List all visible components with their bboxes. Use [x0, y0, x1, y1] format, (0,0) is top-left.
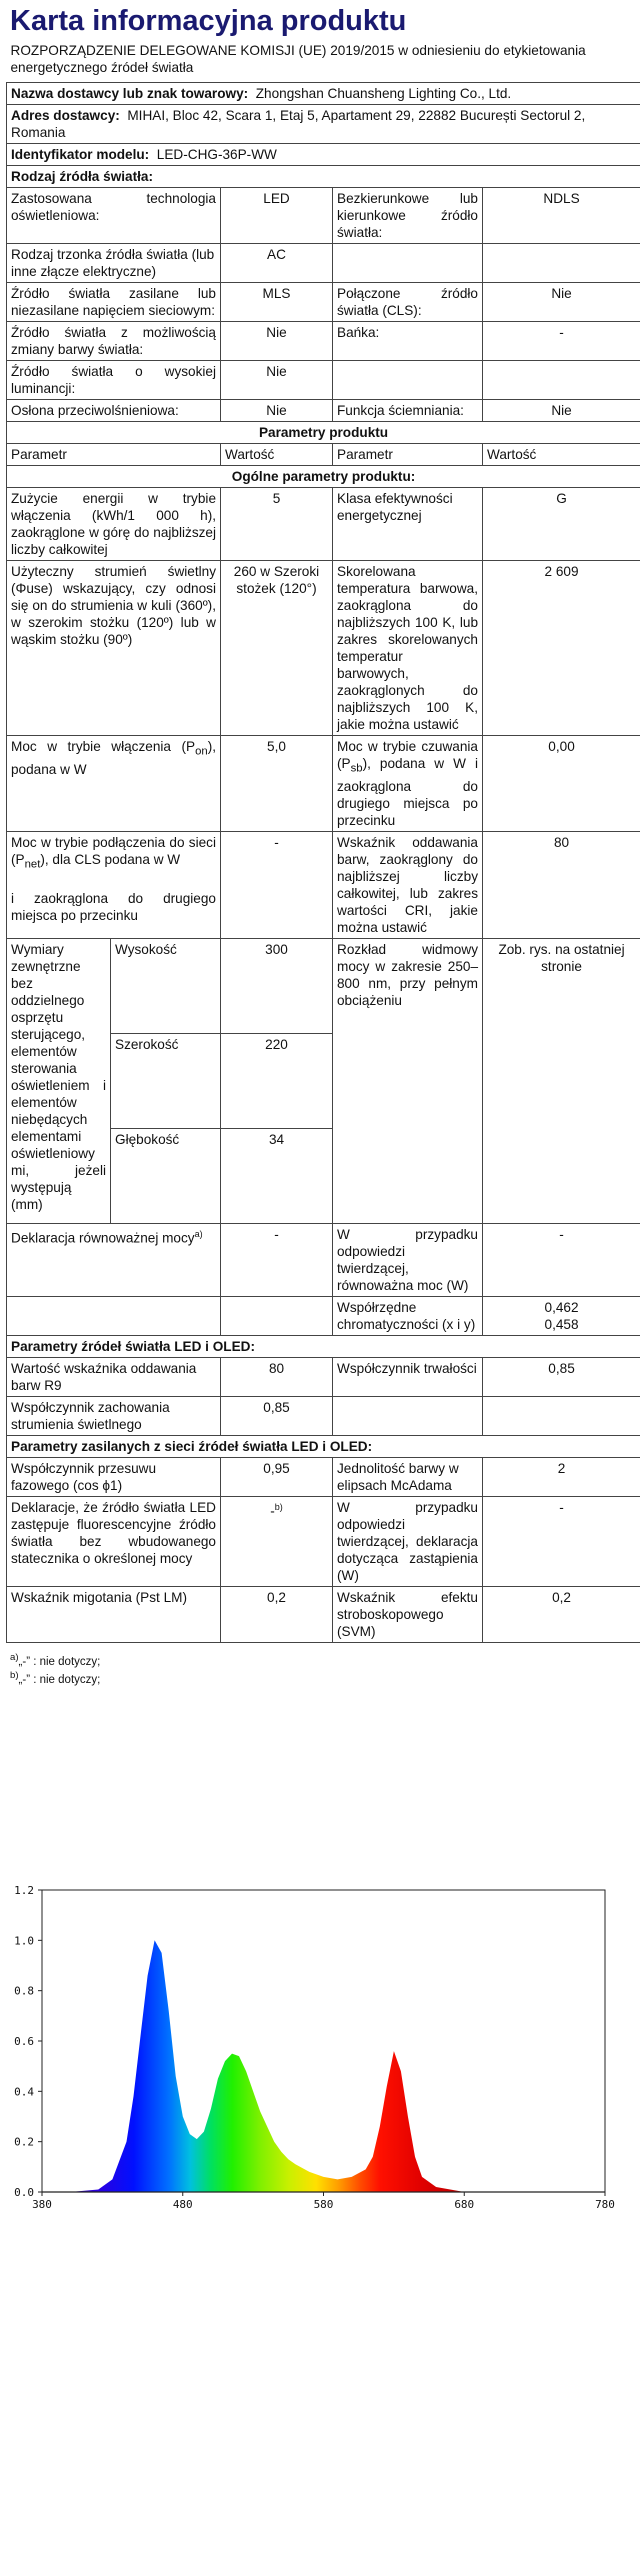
footnote-mark: a) — [194, 1228, 203, 1239]
dim-depth-value: 34 — [221, 1128, 333, 1223]
param-value — [221, 1496, 333, 1586]
dim-depth-label: Głębokość — [111, 1128, 221, 1223]
footnote-text: „-” : nie dotyczy; — [18, 1673, 101, 1686]
param-label: Współczynnik zachowania strumienia świetlnego — [7, 1396, 221, 1435]
param-value: AC — [221, 244, 333, 283]
param-value: - — [483, 322, 640, 361]
param-label: Użyteczny strumień świetlny (Φuse) wskazujący, czy odnosi się on do strumienia w kuli (360º), w szerokim stożku (120º) lub w wąskim stożku (90º) — [7, 561, 221, 736]
table-row — [7, 1296, 640, 1335]
param-value: Nie — [221, 400, 333, 422]
y-tick-label: 1.0 — [14, 1934, 34, 1948]
table-row — [7, 561, 640, 736]
table-row — [7, 736, 640, 832]
param-value: 80 — [221, 1357, 333, 1396]
param-label: Źródło światła z możliwością zmiany barwy światła: — [7, 322, 221, 361]
param-label — [7, 831, 221, 938]
param-value: 0,85 — [221, 1396, 333, 1435]
x-tick-label: 680 — [454, 2198, 475, 2211]
param-label: Współczynnik trwałości — [333, 1357, 483, 1396]
pon-label-a: Moc w trybie włączenia (P — [11, 739, 196, 754]
param-value: Nie — [221, 322, 333, 361]
param-label — [333, 1396, 483, 1435]
table-row — [7, 283, 640, 322]
product-params-heading: Parametry produktu — [7, 422, 640, 444]
param-label — [333, 736, 483, 832]
dim-width-label: Szerokość — [111, 1033, 221, 1128]
param-value: 80 — [483, 831, 640, 938]
param-value — [483, 1296, 640, 1335]
param-value: 2 — [483, 1457, 640, 1496]
supplier-address-value: MIHAI, Bloc 42, Scara 1, Etaj 5, Apartament 29, 22882 București Sectorul 2, Romania — [11, 108, 586, 140]
column-header: Wartość — [483, 444, 640, 466]
param-label: Jednolitość barwy w elipsach McAdama — [333, 1457, 483, 1496]
param-label: Funkcja ściemniania: — [333, 400, 483, 422]
y-tick-label: 1.2 — [14, 1884, 34, 1897]
param-label: Zużycie energii w trybie włączenia (kWh/1 000 h), zaokrąglone w górę do najbliższej liczby całkowitej — [7, 488, 221, 561]
param-value: 0,2 — [483, 1586, 640, 1642]
footnote-mark: a) — [10, 1651, 19, 1663]
param-value: 2 609 — [483, 561, 640, 736]
param-label: Współrzędne chromatyczności (x i y) — [333, 1296, 483, 1335]
psb-label-b: ), podana w W i zaokrąglona do drugiego miejsca po przecinku — [337, 756, 478, 828]
column-header: Parametr — [333, 444, 483, 466]
supplier-name-label: Nazwa dostawcy lub znak towarowy: — [11, 86, 249, 101]
table-row — [7, 1496, 640, 1586]
pon-label-b: ), podana w W — [11, 739, 216, 777]
param-label: Wskaźnik efektu stroboskopowego (SVM) — [333, 1586, 483, 1642]
spectrum-chart-svg — [0, 1876, 640, 2276]
param-value: LED — [221, 188, 333, 244]
psb-label-sub: sb — [350, 762, 363, 775]
param-value: - — [221, 831, 333, 938]
param-value: NDLS — [483, 188, 640, 244]
pon-label-sub: on — [195, 745, 208, 758]
footnote-text: „-” : nie dotyczy; — [18, 1655, 101, 1668]
param-value: 0,85 — [483, 1357, 640, 1396]
param-value: MLS — [221, 283, 333, 322]
model-row — [7, 144, 640, 166]
param-label: Osłona przeciwolśnieniowa: — [7, 400, 221, 422]
footnote-a — [6, 1651, 640, 1669]
param-label: Zastosowana technologia oświetleniowa: — [7, 188, 221, 244]
led-params-heading: Parametry źródeł światła LED i OLED: — [7, 1335, 640, 1357]
general-params-heading: Ogólne parametry produktu: — [7, 466, 640, 488]
param-value: Zob. rys. na ostatniej stronie — [483, 938, 640, 1223]
param-label: Bańka: — [333, 322, 483, 361]
param-value — [483, 244, 640, 283]
param-value: - — [221, 1223, 333, 1296]
chroma-x: 0,462 — [544, 1299, 579, 1315]
param-label: Współczynnik przesuwu fazowego (cos ϕ1) — [7, 1457, 221, 1496]
pnet-label-sub: net — [24, 858, 41, 871]
empty-cell — [7, 1296, 221, 1335]
param-value: 5,0 — [221, 736, 333, 832]
chroma-y: 0,458 — [544, 1316, 579, 1332]
light-source-type-heading: Rodzaj źródła światła: — [7, 166, 640, 188]
model-value: LED-CHG-36P-WW — [156, 147, 277, 162]
param-label — [333, 361, 483, 400]
x-tick-label: 780 — [595, 2198, 615, 2211]
param-label: Wskaźnik oddawania barw, zaokrąglony do najbliższej liczby całkowitej, lub zakres wartości CRI, jakie można ustawić — [333, 831, 483, 938]
x-tick-label: 380 — [32, 2198, 52, 2211]
table-row — [7, 1396, 640, 1435]
param-value: G — [483, 488, 640, 561]
x-tick-label: 580 — [313, 2198, 334, 2211]
footnote-mark: b) — [274, 1501, 283, 1512]
param-value — [483, 361, 640, 400]
column-header: Wartość — [221, 444, 333, 466]
supplier-address-label: Adres dostawcy: — [11, 108, 120, 123]
pnet-label-b: ), dla CLS podana w W — [40, 851, 181, 867]
empty-cell — [221, 1296, 333, 1335]
param-label — [7, 1223, 221, 1296]
dim-width-value: 220 — [221, 1033, 333, 1128]
table-row — [7, 322, 640, 361]
pnet-label-a: Moc w trybie podłączenia do sieci (P — [11, 834, 216, 867]
table-row — [7, 400, 640, 422]
param-value: Nie — [483, 283, 640, 322]
model-label: Identyfikator modelu: — [11, 147, 150, 162]
y-tick-label: 0.0 — [14, 2186, 34, 2199]
table-row — [7, 488, 640, 561]
param-value: 0,00 — [483, 736, 640, 832]
supplier-name-row — [7, 83, 640, 105]
param-label: Rozkład widmowy mocy w zakresie 250–800 nm, przy pełnym obciążeniu — [333, 938, 483, 1223]
param-label — [333, 244, 483, 283]
footnote-b — [6, 1669, 640, 1687]
regulation-text: ROZPORZĄDZENIE DELEGOWANE KOMISJI (UE) 2019/2015 w odniesieniu do etykietowania energetycznego źródeł światła — [10, 43, 586, 75]
table-row — [7, 1223, 640, 1296]
dims-label: Wymiary zewnętrzne bez oddzielnego osprzętu sterującego, elementów sterowania oświetleniem i elementów niebędących elementami oświetleniowymi, jeżeli występują (mm) — [7, 938, 111, 1223]
param-value: 0,95 — [221, 1457, 333, 1496]
param-value: 0,2 — [221, 1586, 333, 1642]
param-label: Deklaracje, że źródło światła LED zastępuje fluorescencyjne źródło światła bez wbudowanego statecznika o określonej mocy — [7, 1496, 221, 1586]
table-row — [7, 938, 640, 1033]
param-label: Połączone źródło światła (CLS): — [333, 283, 483, 322]
table-row — [7, 1357, 640, 1396]
param-label — [7, 736, 221, 832]
param-label: W przypadku odpowiedzi twierdzącej, równoważna moc (W) — [333, 1223, 483, 1296]
mains-params-heading: Parametry zasilanych z sieci źródeł światła LED i OLED: — [7, 1435, 640, 1457]
equiv-label: Deklaracja równoważnej mocy — [11, 1230, 195, 1246]
dim-height-label: Wysokość — [111, 938, 221, 1033]
table-row — [7, 188, 640, 244]
table-row — [7, 361, 640, 400]
x-tick-label: 480 — [172, 2198, 193, 2211]
y-tick-label: 0.8 — [14, 1984, 34, 1998]
param-value: 5 — [221, 488, 333, 561]
product-sheet — [6, 0, 640, 1686]
psb-label-a: Moc w trybie czuwania (P — [337, 739, 478, 771]
param-label: Wskaźnik migotania (Pst LM) — [7, 1586, 221, 1642]
param-label: Klasa efektywności energetycznej — [333, 488, 483, 561]
param-label: Skorelowana temperatura barwowa, zaokrąglona do najbliższych 100 K, lub zakres skorelowanych temperatur barwowych, zaokrąglonych do najbliższych 100 K, jakie można ustawić — [333, 561, 483, 736]
param-label: Bezkierunkowe lub kierunkowe źródło światła: — [333, 188, 483, 244]
spectrum-chart — [0, 1876, 640, 2276]
supplier-address-row — [7, 105, 640, 144]
param-label: Źródło światła zasilane lub niezasilane napięciem sieciowym: — [7, 283, 221, 322]
param-value: Nie — [483, 400, 640, 422]
table-row — [7, 831, 640, 938]
param-label: Rodzaj trzonka źródła światła (lub inne złącze elektryczne) — [7, 244, 221, 283]
param-value: - — [483, 1223, 640, 1296]
column-header-row — [7, 444, 640, 466]
param-label: Wartość wskaźnika oddawania barw R9 — [7, 1357, 221, 1396]
param-label: W przypadku odpowiedzi twierdzącej, deklaracja dotycząca zastąpienia (W) — [333, 1496, 483, 1586]
param-value: - — [483, 1496, 640, 1586]
table-row — [7, 1586, 640, 1642]
param-value — [483, 1396, 640, 1435]
info-table — [6, 38, 640, 1643]
y-tick-label: 0.4 — [14, 2085, 34, 2099]
pnet-label-c: i zaokrąglona do drugiego miejsca po przecinku — [11, 891, 216, 924]
table-row — [7, 1457, 640, 1496]
param-value: 260 w Szeroki stożek (120°) — [221, 561, 333, 736]
y-tick-label: 0.6 — [14, 2035, 34, 2048]
param-value: Nie — [221, 361, 333, 400]
y-tick-label: 0.2 — [14, 2135, 34, 2149]
table-row — [7, 244, 640, 283]
value-text: - — [270, 1503, 275, 1519]
page-title: Karta informacyjna produktu — [10, 5, 407, 37]
column-header: Parametr — [7, 444, 221, 466]
param-label: Źródło światła o wysokiej luminancji: — [7, 361, 221, 400]
supplier-name-value: Zhongshan Chuansheng Lighting Co., Ltd. — [255, 86, 512, 101]
footnote-mark: b) — [10, 1669, 19, 1681]
dim-height-value: 300 — [221, 938, 333, 1033]
